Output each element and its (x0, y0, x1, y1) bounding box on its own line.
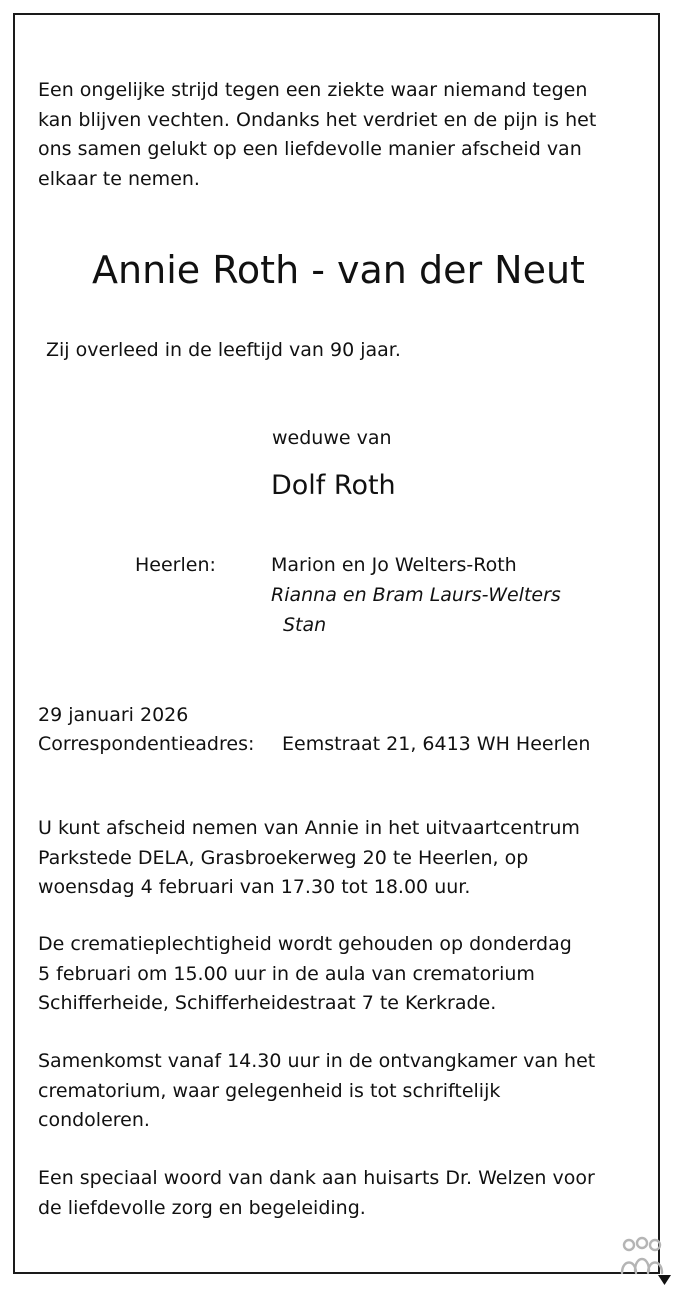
farewell-line: Parkstede DELA, Grasbroekerweg 20 te Heerlen, op (38, 846, 529, 869)
age-line: Zij overleed in de leeftijd van 90 jaar. (46, 339, 401, 361)
announcement-date: 29 januari 2026 (38, 704, 189, 726)
farewell-line: U kunt afscheid nemen van Annie in het uitvaartcentrum (38, 817, 580, 839)
people-group-icon[interactable] (616, 1235, 672, 1287)
widow-of-label: weduwe van (272, 427, 392, 449)
spouse-name: Dolf Roth (271, 470, 396, 501)
thanks-paragraph (38, 1164, 595, 1223)
family-great-grandchild: Stan (283, 614, 327, 636)
intro-line: ons samen gelukt op een liefdevolle manier afscheid van (38, 138, 582, 160)
family-children: Marion en Jo Welters-Roth (271, 554, 517, 576)
cremation-paragraph (38, 930, 572, 1019)
thanks-line: de liefdevolle zorg en begeleiding. (38, 1196, 366, 1219)
intro-line: Een ongelijke strijd tegen een ziekte waar niemand tegen (38, 79, 588, 101)
family-grandchildren: Rianna en Bram Laurs-Welters (271, 584, 561, 606)
correspondence-address: Eemstraat 21, 6413 WH Heerlen (282, 733, 591, 755)
deceased-name: Annie Roth - van der Neut (92, 248, 585, 292)
correspondence-label: Correspondentieadres: (38, 733, 255, 755)
farewell-line: woensdag 4 februari van 17.30 tot 18.00 uur. (38, 876, 471, 898)
gathering-line: crematorium, waar gelegenheid is tot schriftelijk (38, 1079, 501, 1102)
thanks-line: Een speciaal woord van dank aan huisarts Dr. Welzen voor (38, 1167, 595, 1189)
gathering-paragraph (38, 1047, 595, 1136)
intro-line: kan blijven vechten. Ondanks het verdriet en de pijn is het (38, 108, 597, 131)
intro-line: elkaar te nemen. (38, 167, 200, 190)
family-place: Heerlen: (135, 554, 216, 576)
cremation-line: 5 februari om 15.00 uur in de aula van crematorium (38, 962, 535, 985)
cremation-line: De crematieplechtigheid wordt gehouden op donderdag (38, 933, 572, 955)
intro-paragraph (38, 76, 596, 194)
cremation-line: Schifferheide, Schifferheidestraat 7 te Kerkrade. (38, 992, 497, 1014)
triangle-down-icon (658, 1275, 671, 1285)
gathering-line: Samenkomst vanaf 14.30 uur in de ontvangkamer van het (38, 1050, 596, 1072)
farewell-paragraph (38, 814, 580, 903)
gathering-line: condoleren. (38, 1109, 150, 1131)
